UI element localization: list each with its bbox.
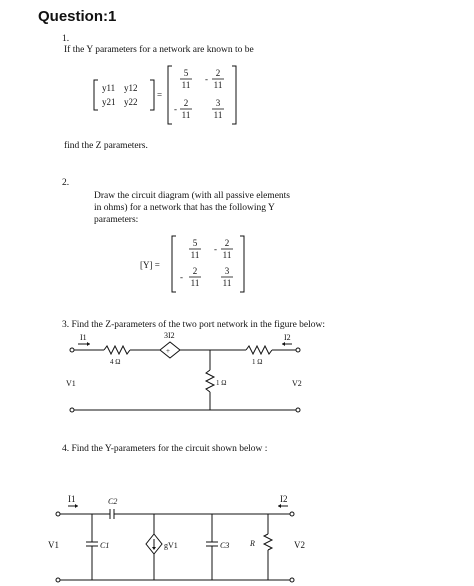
q3-r1: 4 Ω [110,358,121,366]
q2-m12-den: 11 [222,250,232,260]
q1-text: If the Y parameters for a network are known to be [64,45,254,55]
q1-m12-den: 11 [213,80,223,90]
q3-v2: V2 [292,379,302,388]
q3-v1: V1 [66,379,76,388]
q1-m12-num: 2 [215,68,221,78]
q2-m11-num: 5 [192,238,198,248]
q4-v2: V2 [294,540,305,550]
q3-r3: 1 Ω [252,358,263,366]
page-title: Question:1 [38,8,117,25]
q2-m11-den: 11 [190,250,200,260]
q4-gv: gV1 [164,541,178,550]
q3-circuit [60,330,320,420]
q4-c1: C1 [100,541,110,550]
q2-m21-den: 11 [190,278,200,288]
q4-c2: C2 [108,497,118,506]
q4-r: R [250,539,255,548]
q2-text-line1: Draw the circuit diagram (with all passive elements [94,191,291,201]
q2-m22-den: 11 [222,278,232,288]
q1-m21-sign: - [174,104,177,114]
q1-m22-num: 3 [215,98,221,108]
q4-i1: I1 [68,494,76,504]
q1-y21: y21 [102,97,116,107]
q1-m11-num: 5 [183,68,189,78]
q3-i2: I2 [284,333,291,342]
q2-number: 2. [62,178,70,188]
q2-m21-sign: - [180,272,183,282]
q1-m12-sign: - [205,74,208,84]
q2-label: [Y] = [140,260,160,270]
q4-v1: V1 [48,540,59,550]
q2-m12-sign: - [214,244,217,254]
q2-m22-num: 3 [224,266,230,276]
q2-text-line3: parameters: [94,215,139,225]
q1-y22: y22 [124,97,138,107]
q3-text: 3. Find the Z-parameters of the two port network in the figure below: [62,320,326,330]
q4-circuit [44,488,318,586]
q1-number: 1. [62,34,70,44]
q2-m12-num: 2 [224,238,230,248]
q1-m21-num: 2 [183,98,189,108]
q1-m22-den: 11 [213,110,223,120]
q1-matrix-equation [80,60,250,130]
q1-m21-den: 11 [181,110,191,120]
q4-i2: I2 [280,494,288,504]
q1-m11-den: 11 [181,80,191,90]
q3-source: 3I2 [164,331,175,340]
q1-y11: y11 [102,83,116,93]
svg-text:=: = [157,90,163,100]
q1-task: find the Z parameters. [64,141,148,151]
q2-m21-num: 2 [192,266,198,276]
q1-y12: y12 [124,83,138,93]
q4-c3: C3 [220,541,230,550]
q2-matrix-equation [140,232,260,296]
q3-i1: I1 [80,333,87,342]
q4-text: 4. Find the Y-parameters for the circuit shown below : [62,444,268,454]
svg-text:+: + [166,347,170,355]
q3-r2: 1 Ω [216,379,227,387]
q2-text-line2: in ohms) for a network that has the following Y [94,203,275,213]
